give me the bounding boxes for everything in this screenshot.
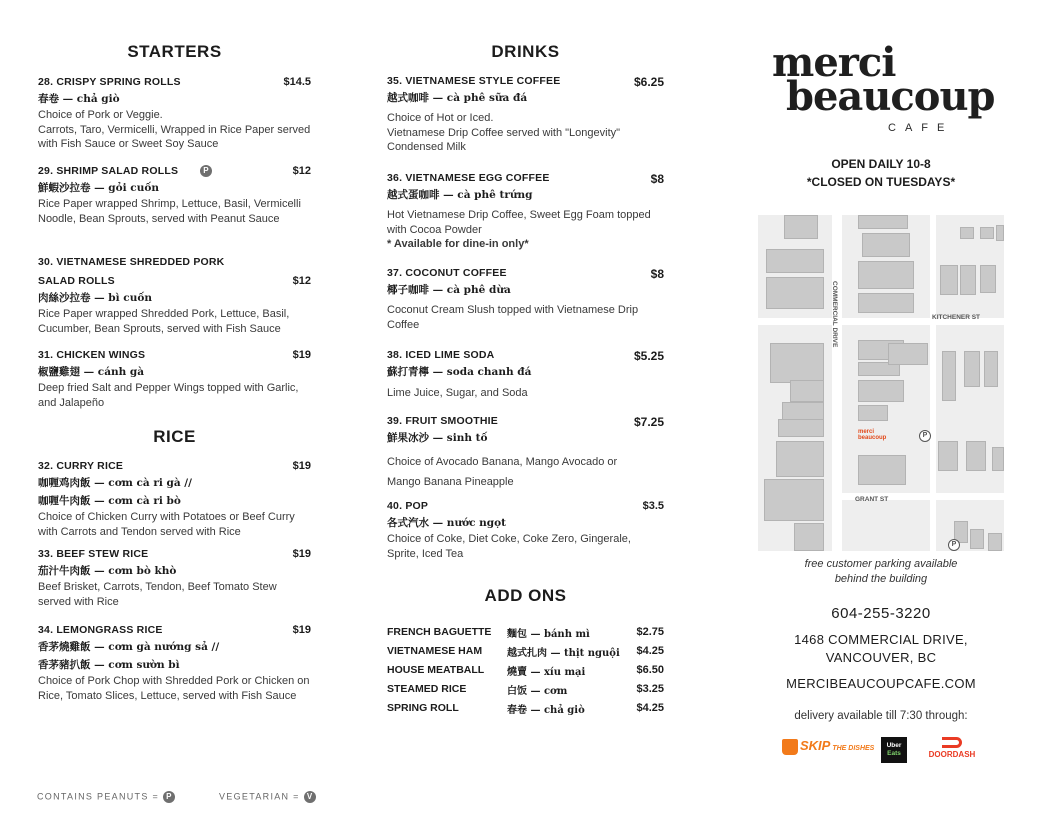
brand-logo-line-1: merci bbox=[772, 39, 896, 86]
map-building bbox=[938, 441, 958, 471]
item-name-line-2: SALAD ROLLS bbox=[38, 275, 115, 287]
map-building bbox=[988, 533, 1002, 551]
map-building bbox=[766, 249, 824, 273]
map-building bbox=[980, 265, 996, 293]
map-marker-label-1: merci bbox=[858, 429, 875, 435]
addon-row bbox=[387, 681, 664, 700]
menu-item-beef-stew-rice bbox=[38, 548, 311, 609]
legend-peanuts bbox=[37, 791, 175, 803]
map-building bbox=[858, 405, 888, 421]
menu-item-fruit-smoothie bbox=[387, 415, 664, 492]
legend-peanuts-text: CONTAINS PEANUTS = bbox=[37, 791, 159, 802]
map-building bbox=[992, 447, 1004, 471]
doordash-mark-icon bbox=[942, 737, 962, 748]
item-name: 29. SHRIMP SALAD ROLLS P bbox=[38, 165, 311, 177]
peanut-badge-icon: P bbox=[163, 791, 175, 803]
parking-icon: P bbox=[948, 539, 960, 551]
addon-name: HOUSE MEATBALL bbox=[387, 664, 485, 676]
item-alt-name-2: 咖喱牛肉飯 — cơm cà ri bò bbox=[38, 495, 181, 507]
opening-hours bbox=[772, 155, 990, 191]
map-building bbox=[940, 265, 958, 295]
map-building bbox=[862, 233, 910, 257]
map-building bbox=[966, 441, 986, 471]
menu-item-lemongrass-rice bbox=[38, 624, 311, 703]
map-building bbox=[964, 351, 980, 387]
map-building bbox=[776, 441, 824, 477]
map-building bbox=[764, 479, 824, 521]
address-line-2: VANCOUVER, BC bbox=[825, 650, 937, 665]
item-description: Coconut Cream Slush topped with Vietnamese Drip Coffee bbox=[387, 304, 639, 331]
address-line-1: 1468 COMMERCIAL DRIVE, bbox=[794, 632, 968, 647]
item-price: $19 bbox=[292, 460, 311, 472]
item-name: 33. BEEF STEW RICE bbox=[38, 548, 149, 560]
item-name: 36. VIETNAMESE EGG COFFEE bbox=[387, 172, 550, 184]
item-alt-name: 咖喱鸡肉飯 — cơm cà ri gà // bbox=[38, 477, 192, 489]
skip-the-dishes-logo[interactable] bbox=[782, 738, 874, 755]
item-price: $8 bbox=[650, 172, 664, 186]
map-building bbox=[794, 523, 824, 551]
addon-price: $4.25 bbox=[636, 645, 664, 657]
parking-note bbox=[772, 557, 990, 587]
map-building bbox=[960, 265, 976, 295]
map-marker-label-2: beaucoup bbox=[858, 435, 887, 441]
map-label-grant: GRANT ST bbox=[855, 496, 889, 503]
map-label-commercial-drive: COMMERCIAL DRIVE bbox=[831, 281, 838, 348]
delivery-note: delivery available till 7:30 through: bbox=[794, 710, 968, 722]
parking-icon: P bbox=[919, 430, 931, 442]
map-building bbox=[888, 343, 928, 365]
map-road-lane bbox=[930, 215, 936, 551]
item-name: 34. LEMONGRASS RICE bbox=[38, 624, 163, 636]
item-alt-name: 茄汁牛肉飯 — cơm bò khò bbox=[38, 565, 177, 577]
item-description: Rice Paper wrapped Shredded Pork, Lettuce, Basil, Cucumber, Bean Sprouts, served with Fish Sauce bbox=[38, 308, 290, 335]
addon-name: FRENCH BAGUETTE bbox=[387, 626, 492, 638]
map-building bbox=[960, 227, 974, 239]
addon-alt-name: 春卷 — chả giò bbox=[507, 705, 585, 716]
menu-item-curry-rice bbox=[38, 460, 311, 539]
item-description: Choice of Pork or Veggie. Carrots, Taro, Vermicelli, Wrapped in Rice Paper served with Fish Sauce or Sweet Soy Sauce bbox=[38, 109, 311, 150]
item-note: * Available for dine-in only* bbox=[387, 238, 529, 250]
item-alt-name: 越式蛋咖啡 — cà phê trứng bbox=[387, 189, 533, 201]
address bbox=[772, 631, 990, 667]
item-price: $3.5 bbox=[642, 500, 664, 512]
item-name: 31. CHICKEN WINGS bbox=[38, 349, 146, 361]
item-alt-name: 鮮蝦沙拉卷 — gỏi cuốn bbox=[38, 182, 159, 195]
item-description: Rice Paper wrapped Shrimp, Lettuce, Basil, Vermicelli Noodle, Bean Sprouts, served with Peanut Sauce bbox=[38, 198, 301, 225]
addon-name: SPRING ROLL bbox=[387, 702, 459, 714]
item-alt-name: 肉絲沙拉卷 — bì cuốn bbox=[38, 292, 152, 304]
map-building bbox=[858, 455, 906, 485]
skip-logo-text: SKIP bbox=[800, 738, 831, 753]
map-building bbox=[942, 351, 956, 401]
hours-line: OPEN DAILY 10-8 bbox=[831, 157, 931, 171]
item-name: 35. VIETNAMESE STYLE COFFEE bbox=[387, 75, 561, 87]
addon-price: $6.50 bbox=[636, 664, 664, 676]
menu-item-iced-lime-soda bbox=[387, 349, 664, 401]
item-alt-name: 香茅燒雞飯 — cơm gà nướng sả // bbox=[38, 641, 220, 653]
doordash-logo-text: DOORDASH bbox=[928, 750, 976, 759]
item-description: Choice of Hot or Iced. Vietnamese Drip Coffee served with "Longevity" Condensed Milk bbox=[387, 112, 621, 153]
item-name: 37. COCONUT COFFEE bbox=[387, 267, 507, 279]
menu-item-shrimp-salad-rolls bbox=[38, 165, 311, 226]
item-description: Choice of Chicken Curry with Potatoes or Beef Curry with Carrots and Tendon served with Rice bbox=[38, 511, 295, 538]
item-description: Choice of Pork Chop with Shredded Pork or Chicken on Rice, Tomato Slices, Lettuce, served with Fish Sauce bbox=[38, 675, 310, 702]
menu-item-coconut-coffee bbox=[387, 267, 664, 332]
map-building bbox=[996, 225, 1004, 241]
addons-heading: ADD ONS bbox=[484, 586, 567, 605]
addon-row bbox=[387, 643, 664, 662]
drinks-heading: DRINKS bbox=[491, 42, 560, 61]
item-name: 38. ICED LIME SODA bbox=[387, 349, 495, 361]
map-building bbox=[858, 380, 904, 402]
item-name: 40. POP bbox=[387, 500, 429, 512]
item-alt-name: 蘇打青檸 — soda chanh đá bbox=[387, 366, 532, 378]
addon-alt-name: 白饭 — cơm bbox=[507, 686, 568, 697]
item-alt-name: 各式汽水 — nước ngọt bbox=[387, 517, 506, 529]
item-price: $7.25 bbox=[633, 415, 664, 429]
vegetarian-badge-icon: V bbox=[304, 791, 316, 803]
starters-heading: STARTERS bbox=[127, 42, 222, 61]
website-link[interactable]: MERCIBEAUCOUPCAFE.COM bbox=[786, 676, 976, 691]
item-description: Hot Vietnamese Drip Coffee, Sweet Egg Foam topped with Cocoa Powder bbox=[387, 209, 651, 236]
item-description: Deep fried Salt and Pepper Wings topped with Garlic, and Jalapeño bbox=[38, 382, 299, 409]
item-alt-name: 越式咖啡 — cà phê sữa đá bbox=[387, 92, 528, 104]
item-name: 32. CURRY RICE bbox=[38, 460, 124, 472]
addon-alt-name: 麵包 — bánh mì bbox=[507, 629, 590, 640]
map-building bbox=[778, 419, 824, 437]
phone-number[interactable]: 604-255-3220 bbox=[831, 605, 931, 622]
map-building bbox=[984, 351, 998, 387]
addon-row bbox=[387, 624, 664, 643]
addon-price: $4.25 bbox=[636, 702, 664, 714]
item-description: Choice of Coke, Diet Coke, Coke Zero, Gingerale, Sprite, Iced Tea bbox=[387, 533, 631, 560]
item-description: Lime Juice, Sugar, and Soda bbox=[387, 387, 528, 399]
menu-item-shredded-pork-salad-rolls bbox=[38, 256, 311, 336]
item-name: 30. VIETNAMESE SHREDDED PORK bbox=[38, 256, 225, 268]
map-label-kitchener: KITCHENER ST bbox=[932, 314, 981, 321]
brand-subtitle: CAFE bbox=[888, 122, 954, 134]
map-road-commercial bbox=[832, 215, 842, 551]
menu-item-pop bbox=[387, 500, 664, 561]
map-restaurant-marker bbox=[858, 429, 886, 441]
brand-logo-line-2: beaucoup bbox=[786, 73, 995, 120]
map-building bbox=[858, 293, 914, 313]
menu-item-vietnamese-egg-coffee bbox=[387, 172, 664, 252]
menu-item-crispy-spring-rolls bbox=[38, 76, 311, 152]
addons-list bbox=[387, 624, 664, 719]
item-alt-name: 椰子咖啡 — cà phê dừa bbox=[387, 284, 511, 296]
item-price: $12 bbox=[292, 275, 311, 287]
item-price: $8 bbox=[650, 267, 664, 281]
peanut-badge-icon: P bbox=[200, 165, 212, 177]
doordash-logo[interactable] bbox=[922, 737, 982, 759]
map-building bbox=[858, 215, 908, 229]
addon-name: VIETNAMESE HAM bbox=[387, 645, 483, 657]
map-building bbox=[858, 261, 914, 289]
map-building bbox=[766, 277, 824, 309]
map-building bbox=[970, 529, 984, 549]
item-alt-name: 鮮果冰沙 — sinh tố bbox=[387, 432, 488, 444]
brand-logo bbox=[772, 39, 995, 120]
location-map bbox=[758, 215, 1004, 551]
item-alt-name: 春卷 — chả giò bbox=[38, 93, 120, 105]
item-price: $19 bbox=[292, 349, 311, 361]
uber-logo-text-1: Uber bbox=[886, 742, 902, 749]
legend-vegetarian bbox=[219, 791, 316, 803]
addon-row bbox=[387, 662, 664, 681]
closed-day-line: *CLOSED ON TUESDAYS* bbox=[806, 175, 956, 189]
legend-vegetarian-text: VEGETARIAN = bbox=[219, 791, 300, 802]
skip-hat-icon bbox=[782, 739, 798, 755]
parking-line-2: behind the building bbox=[834, 573, 928, 585]
item-price: $14.5 bbox=[283, 76, 311, 88]
map-building bbox=[980, 227, 994, 239]
item-name: 39. FRUIT SMOOTHIE bbox=[387, 415, 498, 427]
addon-price: $3.25 bbox=[636, 683, 664, 695]
addon-alt-name: 燒賣 — xíu mại bbox=[507, 667, 586, 678]
item-alt-name-2: 香茅豬扒飯 — cơm sườn bì bbox=[38, 659, 180, 671]
addon-name: STEAMED RICE bbox=[387, 683, 467, 695]
item-price: $12 bbox=[292, 165, 311, 177]
menu-item-vietnamese-style-coffee bbox=[387, 75, 664, 155]
map-building bbox=[784, 215, 818, 239]
addon-row bbox=[387, 700, 664, 719]
addon-price: $2.75 bbox=[636, 626, 664, 638]
item-price: $5.25 bbox=[633, 349, 664, 363]
parking-line-1: free customer parking available bbox=[804, 558, 958, 570]
menu-item-chicken-wings bbox=[38, 349, 311, 410]
map-building bbox=[790, 380, 824, 402]
item-price: $19 bbox=[292, 548, 311, 560]
item-description: Beef Brisket, Carrots, Tendon, Beef Tomato Stew served with Rice bbox=[38, 581, 277, 608]
rice-heading: RICE bbox=[153, 427, 196, 446]
skip-logo-small: THE DISHES bbox=[832, 745, 875, 752]
uber-eats-logo[interactable] bbox=[881, 737, 907, 763]
item-alt-name: 椒鹽雞翅 — cánh gà bbox=[38, 366, 145, 378]
addon-alt-name: 越式扎肉 — thịt nguội bbox=[507, 648, 620, 659]
map-building bbox=[770, 343, 824, 383]
item-price: $6.25 bbox=[633, 75, 664, 89]
item-name: 28. CRISPY SPRING ROLLS bbox=[38, 76, 181, 88]
uber-logo-text-2: Eats bbox=[887, 750, 901, 757]
item-price: $19 bbox=[292, 624, 311, 636]
item-description: Choice of Avocado Banana, Mango Avocado or Mango Banana Pineapple bbox=[387, 456, 618, 488]
